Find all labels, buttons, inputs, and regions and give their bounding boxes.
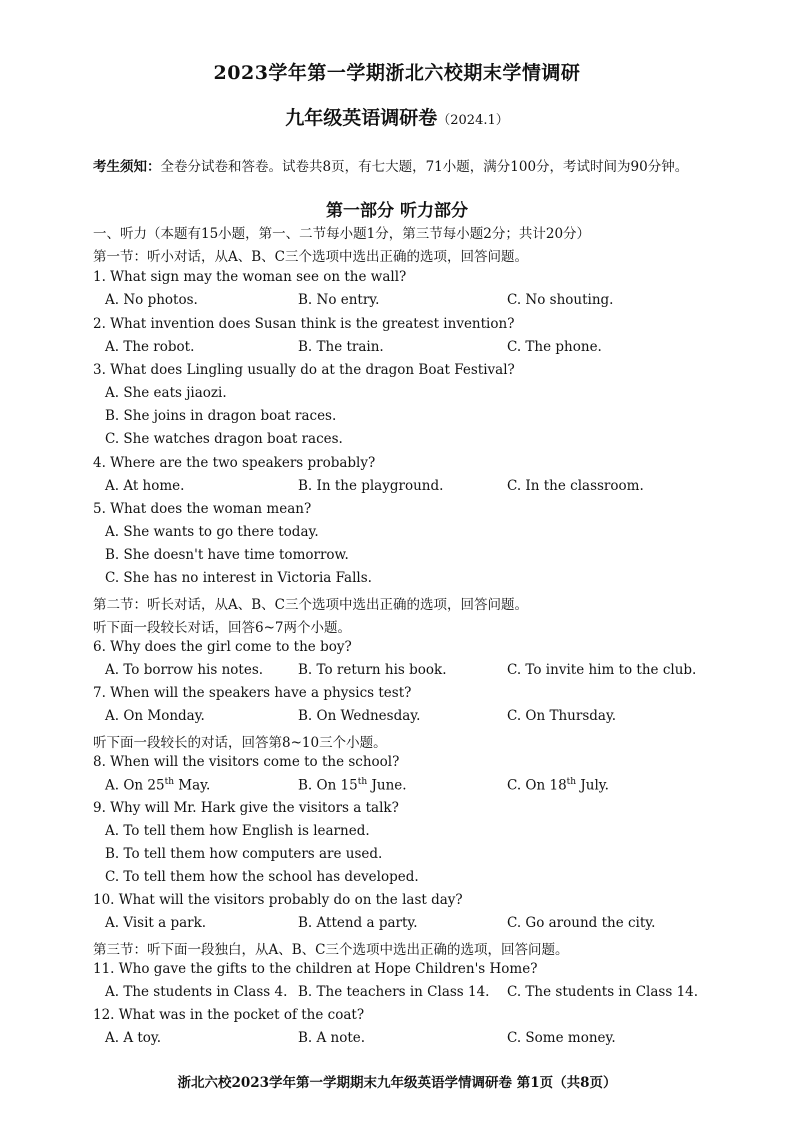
q8-a-sup: th: [164, 777, 174, 787]
q6-option-c: C. To invite him to the club.: [507, 662, 697, 678]
q7-option-a: A. On Monday.: [105, 708, 205, 724]
q10-option-a: A. Visit a park.: [105, 915, 207, 931]
q8-c-pre: C. On 18: [507, 777, 567, 794]
question-12: 12. What was in the pocket of the coat?: [93, 1007, 365, 1023]
q1-option-a: A. No photos.: [105, 292, 198, 308]
q3-option-b: B. She joins in dragon boat races.: [105, 408, 337, 424]
question-11: 11. Who gave the gifts to the children at Hope Children's Home?: [93, 961, 538, 977]
q8-b-sup: th: [357, 777, 368, 787]
q9-option-b: B. To tell them how computers are used.: [105, 846, 383, 862]
q4-option-c: C. In the classroom.: [507, 478, 644, 494]
q9-option-c: C. To tell them how the school has developed.: [105, 869, 419, 885]
q3-option-c: C. She watches dragon boat races.: [105, 431, 343, 447]
question-9: 9. Why will Mr. Hark give the visitors a talk?: [93, 800, 399, 816]
q8-c-sup: th: [566, 777, 577, 787]
q5-option-c: C. She has no interest in Victoria Falls.: [105, 570, 372, 586]
q7-option-c: C. On Thursday.: [507, 708, 617, 724]
q6-option-b: B. To return his book.: [298, 662, 447, 678]
notice-text: 全卷分试卷和答卷。试卷共8页，有七大题，71小题，满分100分，考试时间为90分钟。: [160, 159, 689, 175]
q12-option-a: A. A toy.: [105, 1030, 162, 1046]
question-1: 1. What sign may the woman see on the wall?: [93, 269, 407, 285]
dialog1-instruction: 听下面一段较长对话，回答6~7两个小题。: [93, 620, 351, 636]
dialog2-instruction: 听下面一段较长的对话，回答第8~10三个小题。: [93, 735, 387, 751]
question-10: 10. What will the visitors probably do on the last day?: [93, 892, 463, 908]
q10-option-c: C. Go around the city.: [507, 915, 656, 931]
part-title: 第一部分 听力部分: [326, 201, 468, 221]
subtitle-text: 九年级英语调研卷: [285, 107, 438, 129]
section3-instruction: 第三节：听下面一段独白，从A、B、C三个选项中选出正确的选项，回答问题。: [93, 942, 569, 958]
q1-option-c: C. No shouting.: [507, 292, 614, 308]
notice-label: 考生须知：: [93, 159, 161, 175]
question-3: 3. What does Lingling usually do at the dragon Boat Festival?: [93, 362, 515, 378]
q5-option-a: A. She wants to go there today.: [105, 524, 319, 540]
q10-option-b: B. Attend a party.: [298, 915, 418, 931]
question-6: 6. Why does the girl come to the boy?: [93, 639, 352, 655]
exam-title: 2023学年第一学期浙北六校期末学情调研: [213, 62, 581, 84]
exam-notice: [93, 155, 733, 179]
q6-option-a: A. To borrow his notes.: [105, 662, 264, 678]
q4-option-a: A. At home.: [105, 478, 185, 494]
exam-subtitle: [0, 103, 794, 130]
q12-option-c: C. Some money.: [507, 1030, 616, 1046]
q1-option-b: B. No entry.: [298, 292, 380, 308]
q8-a-post: May.: [174, 777, 211, 794]
q5-option-b: B. She doesn't have time tomorrow.: [105, 547, 349, 563]
q8-option-a: [105, 777, 210, 794]
q2-option-c: C. The phone.: [507, 339, 602, 355]
q2-option-a: A. The robot.: [105, 339, 195, 355]
q8-option-c: [507, 777, 609, 794]
q8-b-pre: B. On 15: [298, 777, 358, 794]
question-2: 2. What invention does Susan think is the greatest invention?: [93, 316, 515, 332]
q9-option-a: A. To tell them how English is learned.: [105, 823, 370, 839]
question-4: 4. Where are the two speakers probably?: [93, 455, 376, 471]
q11-option-b: B. The teachers in Class 14.: [298, 984, 490, 1000]
section-header: 一、听力（本题有15小题，第一、二节每小题1分，第三节每小题2分；共计20分）: [93, 226, 591, 242]
question-5: 5. What does the woman mean?: [93, 501, 312, 517]
question-7: 7. When will the speakers have a physics test?: [93, 685, 412, 701]
page-footer: 浙北六校2023学年第一学期期末九年级英语学情调研卷 第1页（共8页）: [177, 1075, 617, 1091]
q8-option-b: [298, 777, 407, 794]
q4-option-b: B. In the playground.: [298, 478, 444, 494]
exam-date: （2024.1）: [437, 113, 509, 128]
q12-option-b: B. A note.: [298, 1030, 366, 1046]
section1-instruction: 第一节：听小对话，从A、B、C三个选项中选出正确的选项，回答问题。: [93, 249, 528, 265]
q11-option-a: A. The students in Class 4.: [105, 984, 288, 1000]
section2-instruction: 第二节：听长对话，从A、B、C三个选项中选出正确的选项，回答问题。: [93, 597, 528, 613]
question-8: 8. When will the visitors come to the school?: [93, 754, 400, 770]
q11-option-c: C. The students in Class 14.: [507, 984, 699, 1000]
q8-a-pre: A. On 25: [105, 777, 165, 794]
q2-option-b: B. The train.: [298, 339, 384, 355]
q8-c-post: July.: [576, 777, 609, 794]
q7-option-b: B. On Wednesday.: [298, 708, 421, 724]
q3-option-a: A. She eats jiaozi.: [105, 385, 227, 401]
q8-b-post: June.: [367, 777, 407, 794]
